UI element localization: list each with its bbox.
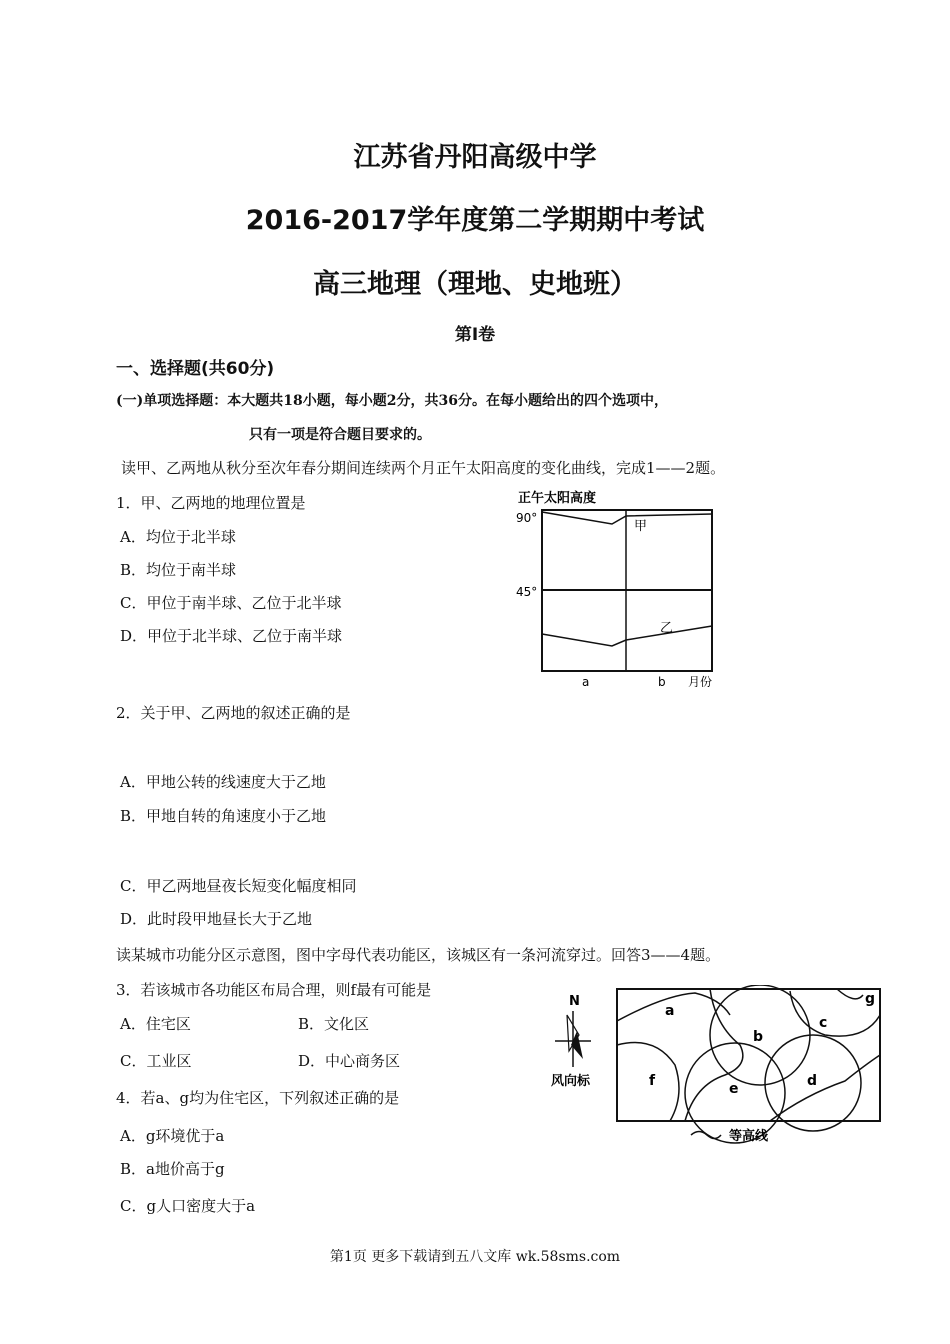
q4-stem: 4．若a、g均为住宅区，下列叙述正确的是 xyxy=(116,1089,400,1107)
q2-option-c: C．甲乙两地昼夜长短变化幅度相同 xyxy=(120,877,357,895)
y-axis-label: 正午太阳高度 xyxy=(518,491,597,506)
q1-option-d: D．甲位于北半球、乙位于南半球 xyxy=(120,627,343,645)
contour-line xyxy=(770,1055,880,1121)
zone-g-label: g xyxy=(865,991,876,1007)
zone-f-boundary xyxy=(617,1043,679,1122)
q1-option-b: B．均位于南半球 xyxy=(120,561,237,579)
map-frame xyxy=(617,989,880,1121)
tick-90: 90° xyxy=(516,511,538,525)
zone-f-label: f xyxy=(649,1073,656,1089)
zone-e-label: e xyxy=(729,1081,739,1097)
section-instruction-1: (一)单项选择题：本大题共18小题，每小题2分，共36分。在每小题给出的四个选项中， xyxy=(116,393,668,409)
subject-title: 高三地理（理地、史地班） xyxy=(313,269,637,300)
exam-title: 2016-2017学年度第二学期期中考试 xyxy=(245,205,705,236)
label-jia: 甲 xyxy=(634,519,648,534)
x-axis-unit: 月份 xyxy=(688,675,713,689)
q4-option-b: B．a地价高于g xyxy=(120,1160,225,1178)
q3-stem: 3．若该城市各功能区布局合理，则f最有可能是 xyxy=(116,981,432,999)
intro-q3-4: 读某城市功能分区示意图，图中字母代表功能区，该城区有一条河流穿过。回答3——4题。 xyxy=(116,946,721,964)
contour-legend-icon xyxy=(691,1132,721,1139)
zone-a-label: a xyxy=(665,1003,675,1019)
sun-altitude-figure xyxy=(512,486,737,690)
q1-option-a: A．均位于北半球 xyxy=(120,528,236,546)
zone-b-label: b xyxy=(753,1029,764,1045)
zone-d-label: d xyxy=(807,1073,818,1089)
curve-jia xyxy=(542,512,712,524)
q2-option-d: D．此时段甲地昼长大于乙地 xyxy=(120,910,313,928)
q4-option-a: A．g环境优于a xyxy=(120,1127,225,1145)
school-title: 江苏省丹阳高级中学 xyxy=(353,142,597,173)
volume-title: 第Ⅰ卷 xyxy=(454,325,496,345)
q1-stem: 1．甲、乙两地的地理位置是 xyxy=(116,494,306,512)
zone-c-label: c xyxy=(819,1015,828,1031)
q3-option-d: D．中心商务区 xyxy=(298,1052,401,1070)
wind-vane-icon xyxy=(555,1011,591,1067)
wind-vane-label: 风向标 xyxy=(551,1074,591,1089)
q2-option-a: A．甲地公转的线速度大于乙地 xyxy=(120,773,326,791)
section-instruction-2: 只有一项是符合题目要求的。 xyxy=(249,427,431,443)
legend-label: 等高线 xyxy=(729,1129,769,1144)
q4-option-c: C．g人口密度大于a xyxy=(120,1197,256,1215)
zone-g-boundary xyxy=(837,989,863,999)
q3-option-c: C．工业区 xyxy=(120,1052,192,1070)
x-label-b: b xyxy=(658,675,666,689)
tick-45: 45° xyxy=(516,585,538,599)
curve-yi xyxy=(542,626,712,646)
city-zones-figure xyxy=(545,985,885,1147)
page-footer: 第1页 更多下载请到五八文库 wk.58sms.com xyxy=(329,1249,621,1265)
q2-option-b: B．甲地自转的角速度小于乙地 xyxy=(120,807,327,825)
q2-stem: 2．关于甲、乙两地的叙述正确的是 xyxy=(116,704,351,722)
intro-q1-2: 读甲、乙两地从秋分至次年春分期间连续两个月正午太阳高度的变化曲线，完成1——2题。 xyxy=(121,459,726,477)
q3-option-b: B．文化区 xyxy=(298,1015,370,1033)
q3-option-a: A．住宅区 xyxy=(120,1015,191,1033)
x-label-a: a xyxy=(582,675,590,689)
north-label: N xyxy=(569,994,580,1009)
q1-option-c: C．甲位于南半球、乙位于北半球 xyxy=(120,594,342,612)
label-yi: 乙 xyxy=(660,621,674,636)
section-title: 一、选择题(共60分) xyxy=(116,359,275,379)
